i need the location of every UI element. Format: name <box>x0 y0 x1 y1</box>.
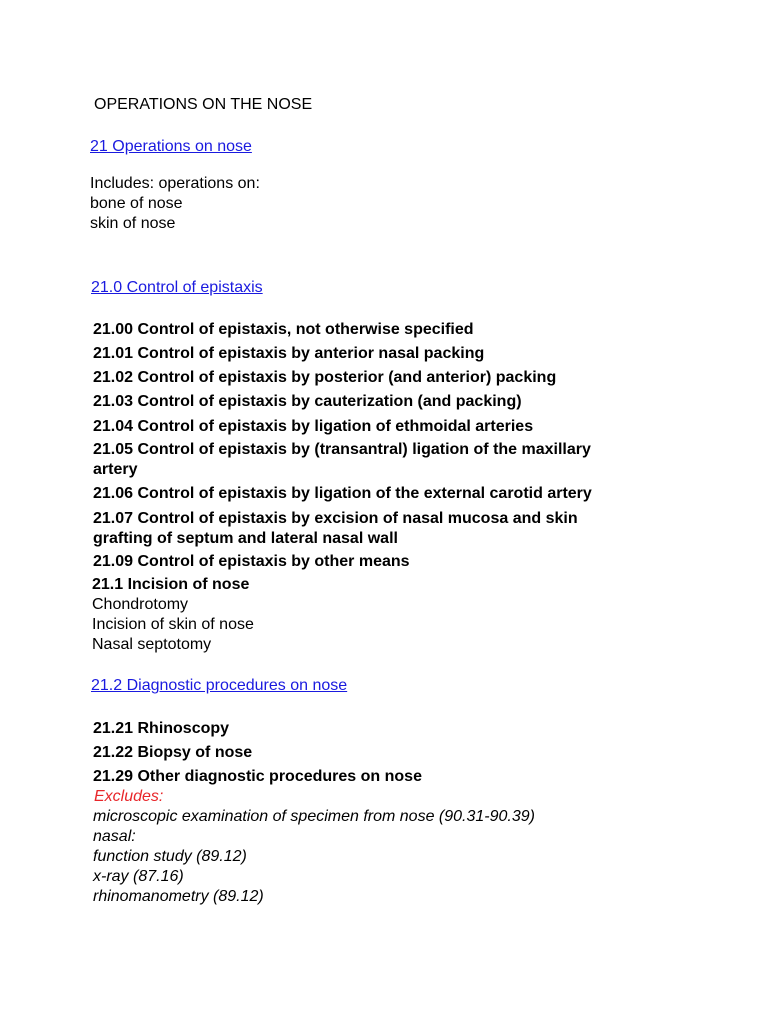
code-21-02: 21.02 Control of epistaxis by posterior (and anterior) packing <box>93 369 557 386</box>
excludes-label: Excludes: <box>94 788 164 805</box>
includes-item: skin of nose <box>90 215 176 232</box>
code-21-07: 21.07 Control of epistaxis by excision of nasal mucosa and skin grafting of septum and lateral nasal wall <box>93 510 578 547</box>
includes-label: Includes: operations on: <box>90 175 260 192</box>
excludes-item: nasal: <box>93 828 136 845</box>
code-21-21: 21.21 Rhinoscopy <box>93 720 230 737</box>
excludes-item: x-ray (87.16) <box>93 868 184 885</box>
code-21-03: 21.03 Control of epistaxis by cauterization (and packing) <box>93 393 522 410</box>
code-21-22: 21.22 Biopsy of nose <box>93 744 253 761</box>
page-title: OPERATIONS ON THE NOSE <box>94 96 313 113</box>
code-21-01: 21.01 Control of epistaxis by anterior nasal packing <box>93 345 485 362</box>
incision-item: Incision of skin of nose <box>92 616 254 633</box>
excludes-item: function study (89.12) <box>93 848 247 865</box>
includes-item: bone of nose <box>90 195 183 212</box>
link-21-2-diagnostic-procedures[interactable]: 21.2 Diagnostic procedures on nose <box>91 677 348 694</box>
incision-item: Nasal septotomy <box>92 636 212 653</box>
heading-21-1: 21.1 Incision of nose <box>92 576 250 593</box>
code-21-29: 21.29 Other diagnostic procedures on nose <box>93 768 422 785</box>
link-21-0-control-of-epistaxis[interactable]: 21.0 Control of epistaxis <box>91 279 263 296</box>
code-21-09: 21.09 Control of epistaxis by other means <box>93 553 410 570</box>
code-21-00: 21.00 Control of epistaxis, not otherwise specified <box>93 321 474 338</box>
link-21-operations-on-nose[interactable]: 21 Operations on nose <box>90 138 252 155</box>
excludes-item: microscopic examination of specimen from nose (90.31-90.39) <box>93 808 535 825</box>
incision-item: Chondrotomy <box>92 596 189 613</box>
code-21-05: 21.05 Control of epistaxis by (transantral) ligation of the maxillary artery <box>93 441 591 478</box>
code-21-04: 21.04 Control of epistaxis by ligation of ethmoidal arteries <box>93 418 534 435</box>
excludes-item: rhinomanometry (89.12) <box>93 888 264 905</box>
code-21-06: 21.06 Control of epistaxis by ligation of the external carotid artery <box>93 485 592 502</box>
